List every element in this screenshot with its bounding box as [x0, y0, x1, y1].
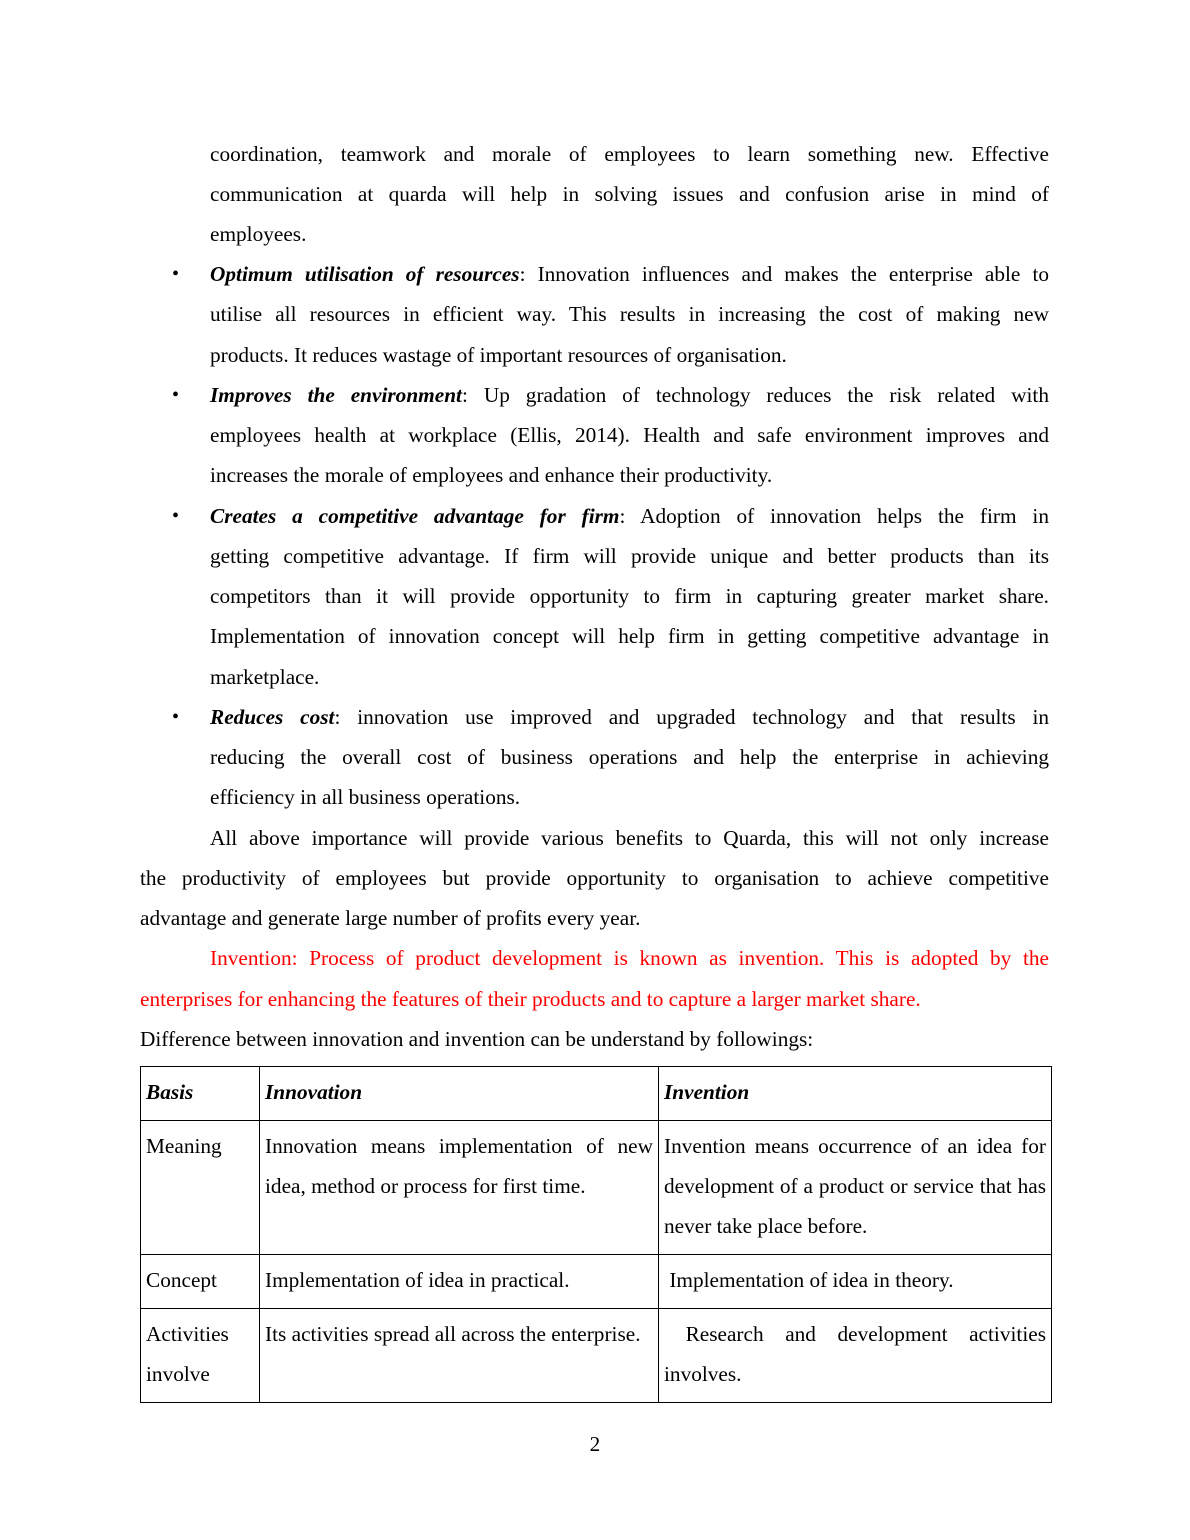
bullet-text: : innovation use improved and upgraded technology and that results in [334, 705, 1050, 729]
table-cell-innovation: Its activities spread all across the enterprise. [260, 1309, 659, 1403]
bullet-title: Creates a competitive advantage for firm [210, 504, 620, 528]
bullet-first-line [210, 503, 1049, 529]
table-cell-basis: Concept [141, 1255, 260, 1309]
table-cell-invention: Implementation of idea in theory. [659, 1255, 1052, 1309]
intro-line: coordination, teamwork and morale of employees to learn something new. Effective [210, 142, 1049, 166]
table-cell-invention: Invention means occurrence of an idea for development of a product or service that has never take place before. [659, 1121, 1052, 1255]
bullet-first-line [210, 704, 1049, 730]
bullet-text: : Innovation influences and makes the enterprise able to [519, 262, 1050, 286]
intro-line: communication at quarda will help in solving issues and confusion arise in mind of [210, 182, 1049, 206]
invention-definition-line: Invention: Process of product development is known as invention. This is adopted by the [210, 946, 1049, 970]
difference-intro: Difference between innovation and invention can be understand by followings: [140, 1027, 814, 1051]
table-row [141, 1309, 1052, 1403]
bullet-icon: • [172, 384, 180, 406]
bullet-line: utilise all resources in efficient way. This results in increasing the cost of making new [210, 302, 1049, 326]
bullet-line: getting competitive advantage. If firm will provide unique and better products than its [210, 544, 1049, 568]
table-cell-basis: Activities involve [141, 1309, 260, 1403]
bullet-title: Improves the environment [210, 383, 462, 407]
invention-definition-line: enterprises for enhancing the features of their products and to capture a larger market share. [140, 987, 921, 1011]
comparison-table [140, 1066, 1052, 1403]
table-cell-basis: Meaning [141, 1121, 260, 1255]
table-cell-innovation: Implementation of idea in practical. [260, 1255, 659, 1309]
table-header-invention: Invention [659, 1067, 1052, 1121]
bullet-first-line [210, 261, 1049, 287]
bullet-text: : Up gradation of technology reduces the risk related with [461, 383, 1049, 407]
table-cell-innovation: Innovation means implementation of new idea, method or process for first time. [260, 1121, 659, 1255]
bullet-line: increases the morale of employees and enhance their productivity. [210, 463, 773, 487]
intro-line: employees. [210, 222, 307, 246]
table-header-innovation: Innovation [260, 1067, 659, 1121]
bullet-line: reducing the overall cost of business operations and help the enterprise in achieving [210, 745, 1049, 769]
summary-line: the productivity of employees but provide opportunity to organisation to achieve competitive [140, 866, 1049, 890]
bullet-title: Reduces cost [210, 705, 335, 729]
bullet-line: competitors than it will provide opportunity to firm in capturing greater market share. [210, 584, 1049, 608]
bullet-icon: • [172, 263, 180, 285]
bullet-line: Implementation of innovation concept will help firm in getting competitive advantage in [210, 624, 1049, 648]
summary-line: advantage and generate large number of profits every year. [140, 906, 641, 930]
bullet-line: efficiency in all business operations. [210, 785, 521, 809]
table-row [141, 1255, 1052, 1309]
bullet-icon: • [172, 706, 180, 728]
table-row [141, 1121, 1052, 1255]
bullet-title: Optimum utilisation of resources [210, 262, 520, 286]
page-number: 2 [589, 1432, 601, 1456]
bullet-line: marketplace. [210, 665, 320, 689]
table-header-basis: Basis [141, 1067, 260, 1121]
bullet-line: products. It reduces wastage of important resources of organisation. [210, 343, 787, 367]
bullet-text: : Adoption of innovation helps the firm in [619, 504, 1049, 528]
bullet-icon: • [172, 505, 180, 527]
bullet-first-line [210, 382, 1049, 408]
summary-line: All above importance will provide various benefits to Quarda, this will not only increase [210, 826, 1049, 850]
table-header-row [141, 1067, 1052, 1121]
table-cell-invention: Research and development activities involves. [659, 1309, 1052, 1403]
bullet-line: employees health at workplace (Ellis, 2014). Health and safe environment improves and [210, 423, 1049, 447]
